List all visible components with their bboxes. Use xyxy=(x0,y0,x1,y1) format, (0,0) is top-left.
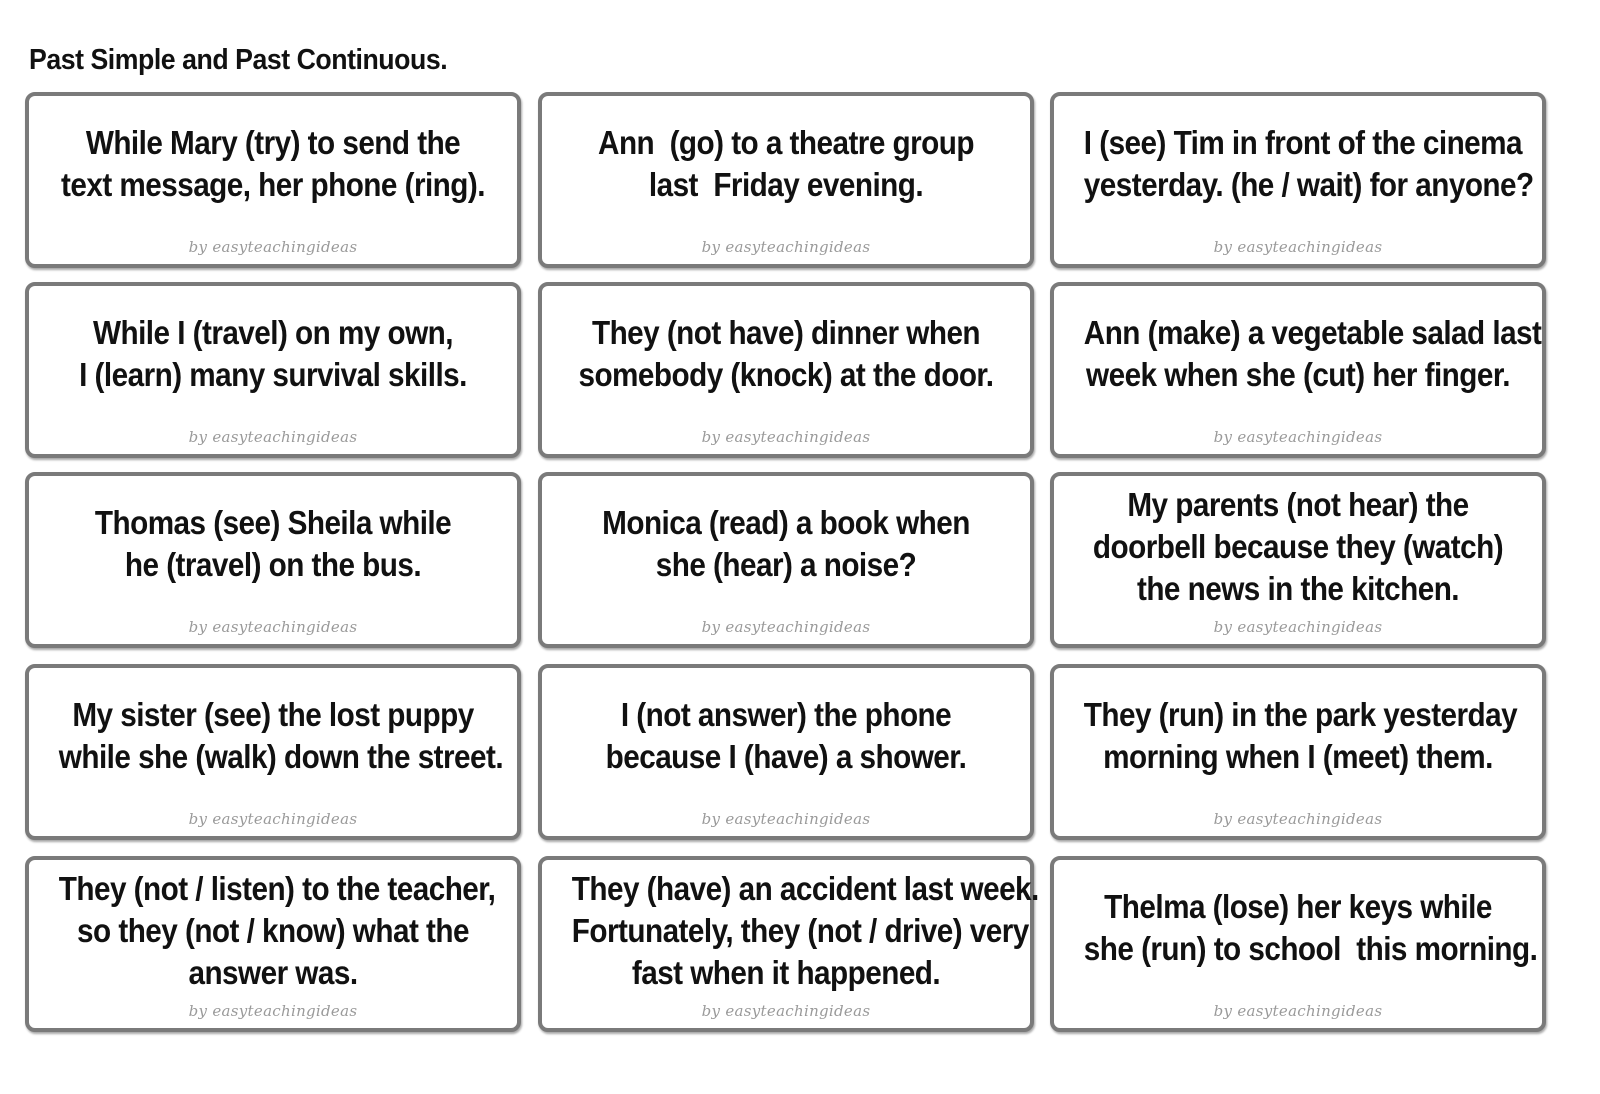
card-credit: by easyteachingideas xyxy=(701,810,871,828)
card-credit: by easyteachingideas xyxy=(188,810,358,828)
task-card xyxy=(538,92,1034,268)
task-card xyxy=(25,282,521,458)
card-sentence: Ann (make) a vegetable salad last week when she (cut) her finger. xyxy=(1083,314,1542,393)
card-sentence: While I (travel) on my own, I (learn) many survival skills. xyxy=(79,314,467,393)
task-card xyxy=(1050,664,1546,840)
task-card xyxy=(25,856,521,1032)
card-sentence: Ann (go) to a theatre group last Friday evening. xyxy=(598,124,974,203)
card-credit: by easyteachingideas xyxy=(1213,238,1383,256)
card-credit: by easyteachingideas xyxy=(1213,428,1383,446)
task-card xyxy=(1050,856,1546,1032)
card-sentence: They (have) an accident last week. Fortunately, they (not / drive) very fast when it happened. xyxy=(571,870,1039,991)
card-credit: by easyteachingideas xyxy=(701,428,871,446)
page-title: Past Simple and Past Continuous. xyxy=(29,44,448,76)
card-sentence: Monica (read) a book when she (hear) a noise? xyxy=(602,504,970,583)
task-card xyxy=(538,282,1034,458)
card-sentence: My parents (not hear) the doorbell because they (watch) the news in the kitchen. xyxy=(1092,486,1504,607)
task-card xyxy=(538,472,1034,648)
task-card xyxy=(25,92,521,268)
card-sentence: I (see) Tim in front of the cinema yesterday. (he / wait) for anyone? xyxy=(1083,124,1534,203)
card-sentence: While Mary (try) to send the text message, her phone (ring). xyxy=(61,124,485,203)
card-credit: by easyteachingideas xyxy=(188,618,358,636)
card-sentence: They (run) in the park yesterday morning when I (meet) them. xyxy=(1083,696,1518,775)
card-credit: by easyteachingideas xyxy=(188,428,358,446)
task-card xyxy=(538,856,1039,1032)
card-credit: by easyteachingideas xyxy=(701,1002,871,1020)
card-credit: by easyteachingideas xyxy=(701,618,871,636)
card-sentence: Thelma (lose) her keys while she (run) to school this morning. xyxy=(1083,888,1538,967)
card-credit: by easyteachingideas xyxy=(188,1002,358,1020)
card-sentence: Thomas (see) Sheila while he (travel) on the bus. xyxy=(94,504,452,583)
task-card xyxy=(25,664,521,840)
task-card xyxy=(538,664,1034,840)
card-credit: by easyteachingideas xyxy=(1213,618,1383,636)
task-card xyxy=(25,472,521,648)
card-credit: by easyteachingideas xyxy=(701,238,871,256)
task-card xyxy=(1050,92,1546,268)
card-credit: by easyteachingideas xyxy=(1213,1002,1383,1020)
task-card xyxy=(1050,282,1546,458)
card-sentence: My sister (see) the lost puppy while she (walk) down the street. xyxy=(58,696,504,775)
task-card xyxy=(1050,472,1546,648)
card-credit: by easyteachingideas xyxy=(1213,810,1383,828)
card-credit: by easyteachingideas xyxy=(188,238,358,256)
card-sentence: They (not have) dinner when somebody (knock) at the door. xyxy=(578,314,994,393)
card-sentence: I (not answer) the phone because I (have) a shower. xyxy=(605,696,967,775)
card-sentence: They (not / listen) to the teacher, so they (not / know) what the answer was. xyxy=(58,870,496,991)
